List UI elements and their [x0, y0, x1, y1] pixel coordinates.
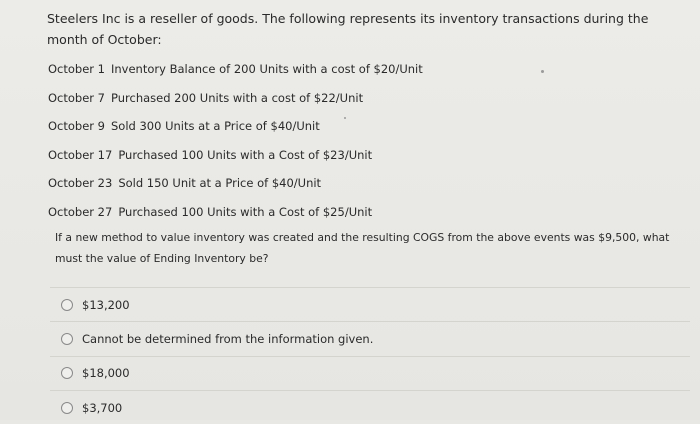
transaction-text: Inventory Balance of 200 Units with a cost of $20/Unit — [111, 62, 423, 76]
transaction-date: October 17 — [48, 147, 113, 162]
transaction-item — [48, 172, 648, 201]
answer-option[interactable] — [50, 390, 690, 424]
stray-dot — [541, 70, 544, 73]
transaction-date: October 23 — [48, 176, 113, 191]
option-label: $13,200 — [82, 297, 130, 312]
transaction-item — [48, 115, 648, 144]
transaction-date: October 7 — [48, 90, 105, 105]
radio-button-icon[interactable] — [61, 402, 73, 414]
answer-options — [50, 287, 690, 424]
transaction-text: Sold 150 Unit at a Price of $40/Unit — [118, 176, 322, 191]
answer-option[interactable] — [50, 321, 690, 355]
transaction-text: Purchased 100 Units with a Cost of $23/Unit — [118, 147, 373, 162]
transaction-text: Purchased 200 Units with a cost of $22/Unit — [111, 90, 364, 105]
transaction-list — [48, 58, 648, 230]
radio-button-icon[interactable] — [61, 367, 73, 379]
stray-dot — [344, 117, 346, 119]
option-label: $18,000 — [82, 366, 130, 381]
answer-option[interactable] — [50, 287, 690, 321]
transaction-item — [48, 87, 648, 116]
transaction-date: October 9 — [48, 119, 105, 134]
option-label: $3,700 — [82, 400, 123, 415]
transaction-item — [48, 201, 648, 230]
radio-button-icon[interactable] — [61, 299, 73, 311]
transaction-text: Purchased 100 Units with a Cost of $25/Unit — [118, 204, 373, 219]
transaction-text: Sold 300 Units at a Price of $40/Unit — [111, 119, 320, 134]
question-text: If a new method to value inventory was created and the resulting COGS from the above events was $9,500, what must the value of Ending Inventory be? — [55, 231, 670, 265]
option-label: Cannot be determined from the information given. — [82, 331, 374, 346]
radio-button-icon[interactable] — [61, 333, 73, 345]
problem-intro: Steelers Inc is a reseller of goods. The following represents its inventory transactions during the month of October: — [47, 11, 649, 47]
answer-option[interactable] — [50, 356, 690, 390]
transaction-date: October 27 — [48, 204, 113, 219]
transaction-date: October 1 — [48, 62, 105, 76]
transaction-item — [48, 58, 648, 87]
transaction-item — [48, 144, 648, 173]
